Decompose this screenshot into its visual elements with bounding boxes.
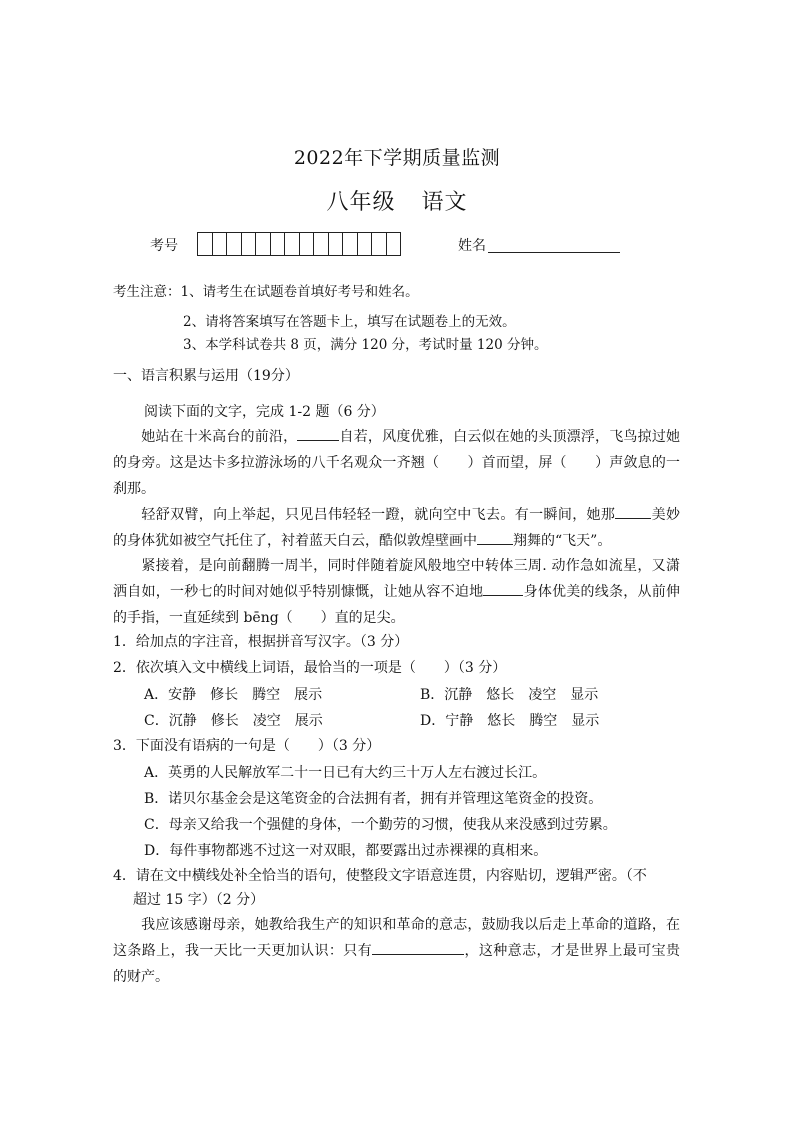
answer-blank[interactable] xyxy=(297,426,339,441)
exam-number-box[interactable] xyxy=(213,233,228,255)
answer-blank[interactable] xyxy=(372,940,464,955)
exam-subtitle xyxy=(0,185,794,216)
question-1: 1．给加点的字注音，根据拼音写汉字。（3 分） xyxy=(113,634,409,650)
exam-number-box[interactable] xyxy=(329,233,344,255)
q3-option-a[interactable]: A．英勇的人民解放军二十一日已有大约三十万人左右渡过长江。 xyxy=(144,765,547,781)
subject-label: 语文 xyxy=(421,190,468,215)
exam-number-box[interactable] xyxy=(372,233,387,255)
exam-number-box[interactable] xyxy=(271,233,286,255)
exam-number-box[interactable] xyxy=(227,233,242,255)
name-field[interactable] xyxy=(488,252,620,253)
exam-number-box[interactable] xyxy=(285,233,300,255)
q2-option-c[interactable]: C．沉静 修长 凌空 展示 xyxy=(144,713,323,729)
grade-label: 八年级 xyxy=(326,190,396,215)
reading-intro: 阅读下面的文字，完成 1-2 题（6 分） xyxy=(144,404,385,420)
q3-option-c[interactable]: C．母亲又给我一个强健的身体，一个勤劳的习惯，使我从来没感到过劳累。 xyxy=(144,817,617,833)
q2-option-a[interactable]: A．安静 修长 腾空 展示 xyxy=(144,687,323,703)
answer-blank[interactable] xyxy=(483,581,523,596)
exam-number-box[interactable] xyxy=(387,233,401,255)
notice-prefix: 考生注意： xyxy=(113,284,181,300)
answer-blank[interactable] xyxy=(477,530,513,545)
q2-option-b[interactable]: B．沉静 悠长 凌空 显示 xyxy=(420,687,599,703)
notice-item-1: 1、请考生在试题卷首填好考号和姓名。 xyxy=(180,284,419,300)
exam-number-box[interactable] xyxy=(314,233,329,255)
section-heading: 一、语言积累与运用（19分） xyxy=(113,368,299,384)
answer-blank[interactable] xyxy=(615,504,651,519)
q2-option-d[interactable]: D．宁静 悠长 腾空 显示 xyxy=(420,713,600,729)
passage-paragraph-3: 紧接着，是向前翻腾一周半，同时伴随着旋风般地空中转体三周. 动作急如流星，又潇洒自如，一秒七的时间对她似乎特别慷慨，让她从容不迫地 身体优美的线条，从前伸的手指，一直延续到 bēng（ ）直的足尖。 xyxy=(113,558,681,626)
question-3: 3．下面没有语病的一句是（ ）（3 分） xyxy=(113,738,381,754)
exam-number-box[interactable] xyxy=(256,233,271,255)
notice-item-3: 3、本学科试卷共 8 页，满分 120 分，考试时量 120 分钟。 xyxy=(183,337,548,353)
passage-paragraph-1: 她站在十米高台的前沿， 自若，风度优雅，白云似在她的头顶漂浮，飞鸟掠过她的身旁。这是达卡多拉游泳场的八千名观众一齐翘（ ）首而望，屏（ ）声敛息的一刹那。 xyxy=(113,424,680,502)
exam-number-box[interactable] xyxy=(358,233,373,255)
exam-number-box[interactable] xyxy=(198,233,213,255)
q3-option-b[interactable]: B．诺贝尔基金会是这笔资金的合法拥有者，拥有并管理这笔资金的投资。 xyxy=(144,791,603,807)
candidate-info-row xyxy=(0,232,794,256)
exam-number-boxes[interactable] xyxy=(197,232,401,256)
q3-option-d[interactable]: D．每件事物都逃不过这一对双眼，都要露出过赤裸裸的真相来。 xyxy=(144,843,548,859)
question-4-continued: 超过 15 字）（2 分） xyxy=(133,892,265,908)
exam-title: 2022年下学期质量监测 xyxy=(293,147,501,169)
notice-line-1 xyxy=(113,282,419,302)
question-2: 2．依次填入文中横线上词语，最恰当的一项是（ ）（3 分） xyxy=(113,660,507,676)
passage-paragraph-2: 轻舒双臂，向上举起，只见吕伟轻轻一蹬，就向空中飞去。有一瞬间，她那 美妙的身体犹如被空气托住了，衬着蓝天白云，酷似敦煌壁画中 翔舞的“飞天”。 xyxy=(113,502,680,554)
name-label: 姓名 xyxy=(458,238,486,254)
q4-passage: 我应该感谢母亲，她教给我生产的知识和革命的意志，鼓励我以后走上革命的道路，在这条路上，我一天比一天更加认识：只有 ，这种意志，才是世界上最可宝贵的财产。 xyxy=(113,917,681,985)
exam-number-box[interactable] xyxy=(343,233,358,255)
question-4: 4．请在文中横线处补全恰当的语句，使整段文字语意连贯，内容贴切，逻辑严密。（不 xyxy=(113,868,647,884)
exam-number-box[interactable] xyxy=(242,233,257,255)
exam-number-label: 考号 xyxy=(150,238,178,254)
exam-number-box[interactable] xyxy=(300,233,315,255)
notice-item-2: 2、请将答案填写在答题卡上，填写在试题卷上的无效。 xyxy=(183,314,516,330)
